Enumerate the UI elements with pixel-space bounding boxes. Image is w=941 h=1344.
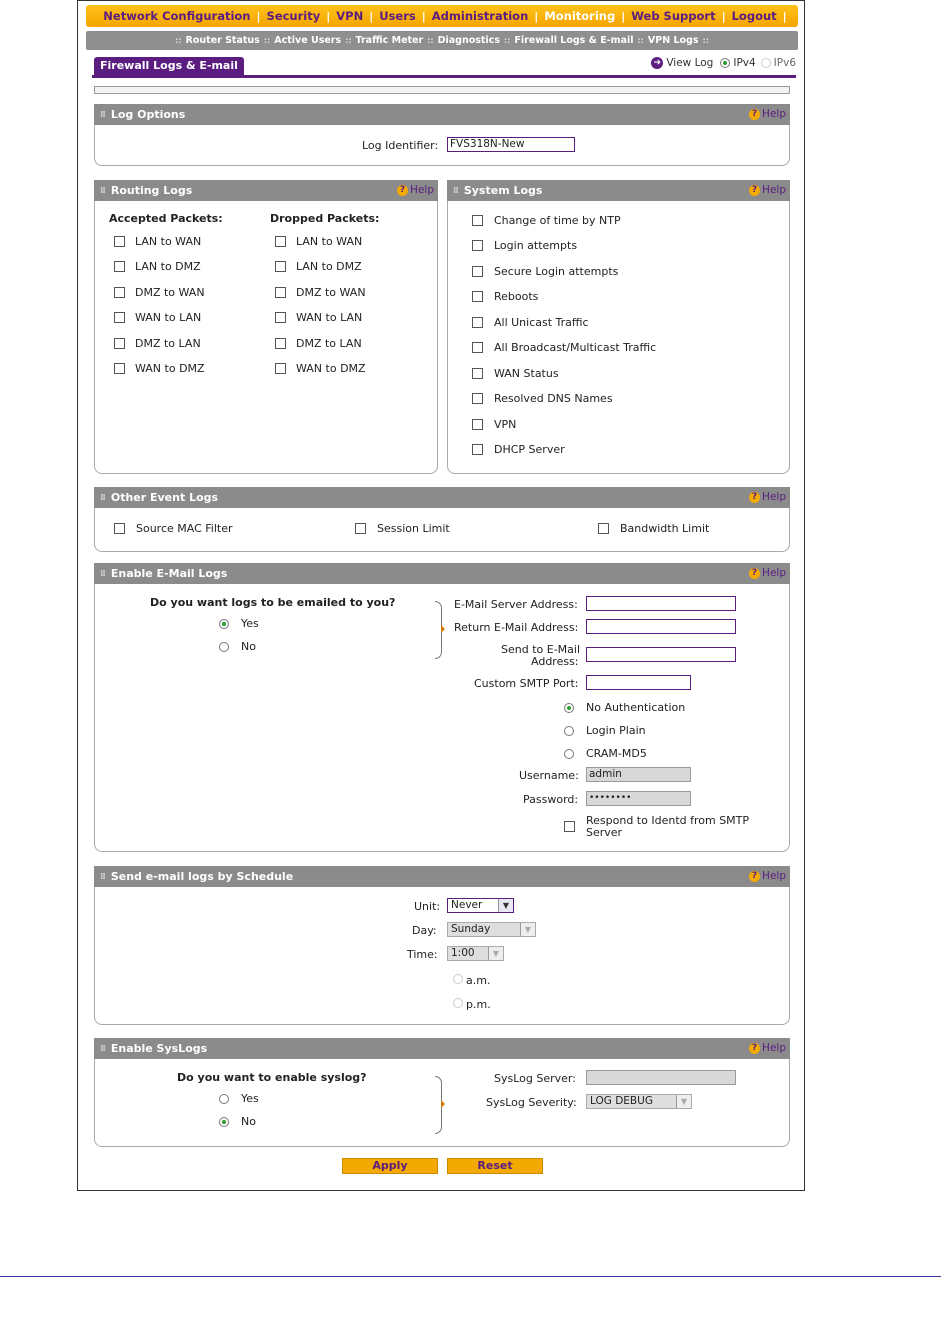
panel-header	[94, 563, 790, 584]
help-label: Help	[410, 184, 434, 196]
help-label: Help	[762, 870, 786, 882]
arrow-right-icon: ➔	[651, 57, 663, 69]
unit-value: Never	[451, 899, 483, 911]
checkbox-label: Reboots	[494, 290, 539, 303]
checkbox-label: LAN to WAN	[296, 235, 363, 248]
accepted-wan-to-lan-checkbox[interactable]	[114, 312, 125, 323]
source-mac-filter-checkbox[interactable]	[114, 523, 125, 534]
checkbox-label: DHCP Server	[494, 443, 565, 456]
submenu-traffic-meter[interactable]: Traffic Meter	[355, 35, 424, 46]
broadcast-multicast-checkbox[interactable]	[472, 342, 483, 353]
panel-header	[94, 866, 790, 887]
dropped-dmz-to-wan-checkbox[interactable]	[275, 287, 286, 298]
submenu-firewall-logs[interactable]: Firewall Logs & E-mail	[514, 35, 634, 46]
menu-separator: |	[621, 9, 626, 23]
smtp-port-label: Custom SMTP Port:	[474, 677, 579, 690]
menu-separator: |	[534, 9, 539, 23]
help-link[interactable]	[397, 184, 434, 196]
menu-separator: |	[256, 9, 261, 23]
dropped-wan-to-lan-checkbox[interactable]	[275, 312, 286, 323]
syslog-severity-select[interactable]	[586, 1094, 692, 1109]
reset-button[interactable]: Reset	[447, 1158, 543, 1174]
routing-logs-panel	[94, 180, 438, 474]
panel-header	[94, 180, 438, 201]
day-value: Sunday	[451, 923, 491, 935]
accepted-dmz-to-lan-checkbox[interactable]	[114, 338, 125, 349]
syslog-server-input[interactable]	[586, 1070, 736, 1085]
dhcp-server-checkbox[interactable]	[472, 444, 483, 455]
checkbox-label: DMZ to WAN	[296, 286, 366, 299]
accepted-wan-to-dmz-checkbox[interactable]	[114, 363, 125, 374]
view-log-controls	[651, 57, 796, 69]
checkbox-label: LAN to WAN	[135, 235, 202, 248]
menu-monitoring[interactable]: Monitoring	[544, 9, 616, 23]
checkbox-label: VPN	[494, 418, 517, 431]
respond-identd-label-2: Server	[586, 826, 623, 839]
email-server-input[interactable]	[586, 596, 736, 611]
am-radio[interactable]	[453, 974, 463, 984]
dropped-lan-to-wan-checkbox[interactable]	[275, 236, 286, 247]
status-bar	[94, 86, 790, 94]
menu-administration[interactable]: Administration	[431, 9, 529, 23]
day-label: Day:	[412, 924, 437, 937]
auth-option-label: Login Plain	[586, 724, 646, 737]
submenu-separator: ::	[503, 36, 511, 45]
send-to-email-input[interactable]	[586, 647, 736, 662]
email-no-radio[interactable]	[219, 642, 229, 652]
username-input[interactable]: admin	[586, 767, 691, 782]
tab-firewall-logs-email[interactable]: Firewall Logs & E-mail	[94, 57, 244, 75]
submenu-vpn-logs[interactable]: VPN Logs	[647, 35, 699, 46]
no-authentication-radio[interactable]	[564, 703, 574, 713]
checkbox-label: All Broadcast/Multicast Traffic	[494, 341, 657, 354]
pm-label: p.m.	[466, 998, 491, 1011]
accepted-packets-heading: Accepted Packets:	[109, 212, 223, 225]
panel-title: Log Options	[110, 108, 186, 121]
menu-users[interactable]: Users	[379, 9, 416, 23]
dropped-dmz-to-lan-checkbox[interactable]	[275, 338, 286, 349]
syslog-yes-radio[interactable]	[219, 1094, 229, 1104]
menu-logout[interactable]: Logout	[731, 9, 777, 23]
help-icon: ?	[749, 1043, 760, 1054]
menu-network-configuration[interactable]: Network Configuration	[103, 9, 251, 23]
log-options-panel	[94, 104, 790, 166]
grip-icon: ⁞⁞	[453, 185, 458, 196]
grip-icon: ⁞⁞	[100, 109, 105, 120]
secure-login-attempts-checkbox[interactable]	[472, 266, 483, 277]
chevron-down-icon: ▼	[498, 899, 513, 912]
respond-identd-label: Respond to Identd from SMTP	[586, 814, 750, 827]
checkbox-label: All Unicast Traffic	[494, 316, 589, 329]
syslog-severity-label: SysLog Severity:	[486, 1096, 577, 1109]
bandwidth-limit-checkbox[interactable]	[598, 523, 609, 534]
brace-pointer	[441, 1100, 445, 1108]
ntp-time-change-checkbox[interactable]	[472, 215, 483, 226]
dropped-lan-to-dmz-checkbox[interactable]	[275, 261, 286, 272]
submenu-separator: ::	[702, 36, 709, 45]
checkbox-label: LAN to DMZ	[296, 260, 362, 273]
checkbox-label: WAN to DMZ	[296, 362, 366, 375]
brace-pointer	[441, 625, 445, 633]
password-label: Password:	[523, 793, 579, 806]
help-icon: ?	[749, 492, 760, 503]
menu-separator: |	[326, 9, 331, 23]
help-link[interactable]	[749, 567, 786, 579]
panel-title: System Logs	[463, 184, 543, 197]
send-to-email-label-2: Address:	[531, 655, 579, 668]
help-label: Help	[762, 491, 786, 503]
syslog-no-label: No	[241, 1115, 256, 1128]
submenu-separator: ::	[427, 36, 434, 45]
email-no-label: No	[241, 640, 256, 653]
main-menu	[86, 5, 798, 27]
session-limit-checkbox[interactable]	[355, 523, 366, 534]
panel-header	[94, 487, 790, 508]
grip-icon: ⁞⁞	[100, 492, 105, 503]
panel-header	[94, 104, 790, 125]
panel-header	[94, 1038, 790, 1059]
resolved-dns-checkbox[interactable]	[472, 393, 483, 404]
accepted-lan-to-wan-checkbox[interactable]	[114, 236, 125, 247]
syslog-question: Do you want to enable syslog?	[177, 1071, 367, 1084]
menu-separator: |	[421, 9, 426, 23]
email-logs-panel	[94, 563, 790, 852]
accepted-dmz-to-wan-checkbox[interactable]	[114, 287, 125, 298]
checkbox-label: Session Limit	[377, 522, 450, 535]
username-label: Username:	[519, 769, 579, 782]
checkbox-label: Login attempts	[494, 239, 578, 252]
log-identifier-label: Log Identifier:	[362, 139, 439, 152]
submenu-separator: ::	[637, 36, 644, 45]
panel-title: Enable E-Mail Logs	[110, 567, 228, 580]
auth-option-label: CRAM-MD5	[586, 747, 647, 760]
day-select[interactable]	[447, 922, 536, 937]
menu-separator: |	[721, 9, 726, 23]
unit-select[interactable]	[447, 898, 514, 913]
checkbox-label: DMZ to LAN	[296, 337, 362, 350]
chevron-down-icon: ▼	[488, 947, 503, 960]
grip-icon: ⁞⁞	[100, 568, 105, 579]
view-log-link[interactable]: View Log	[666, 57, 714, 69]
vpn-checkbox[interactable]	[472, 419, 483, 430]
help-label: Help	[762, 108, 786, 120]
time-label: Time:	[407, 948, 438, 961]
submenu-separator: ::	[345, 36, 352, 45]
email-question: Do you want logs to be emailed to you?	[150, 596, 396, 609]
checkbox-label: WAN Status	[494, 367, 559, 380]
send-to-email-label: Send to E-Mail	[501, 643, 581, 656]
time-select[interactable]	[447, 946, 504, 961]
checkbox-label: WAN to DMZ	[135, 362, 205, 375]
panel-header	[447, 180, 790, 201]
smtp-port-input[interactable]	[586, 675, 691, 690]
panel-title: Send e-mail logs by Schedule	[110, 870, 294, 883]
checkbox-label: DMZ to LAN	[135, 337, 201, 350]
help-link[interactable]	[749, 184, 786, 196]
syslog-server-label: SysLog Server:	[494, 1072, 576, 1085]
return-email-input[interactable]	[586, 619, 736, 634]
menu-security[interactable]: Security	[266, 9, 321, 23]
tab-bar	[92, 55, 796, 78]
checkbox-label: Resolved DNS Names	[494, 392, 613, 405]
dropped-packets-heading: Dropped Packets:	[270, 212, 380, 225]
help-link[interactable]	[749, 491, 786, 503]
syslog-severity-value: LOG DEBUG	[590, 1095, 653, 1107]
email-yes-radio[interactable]	[219, 619, 229, 629]
submenu-diagnostics[interactable]: Diagnostics	[437, 35, 500, 46]
syslog-no-radio[interactable]	[219, 1117, 229, 1127]
checkbox-label: Secure Login attempts	[494, 265, 619, 278]
unit-label: Unit:	[414, 900, 441, 913]
checkbox-label: WAN to LAN	[135, 311, 202, 324]
help-label: Help	[762, 1042, 786, 1054]
unicast-traffic-checkbox[interactable]	[472, 317, 483, 328]
cram-md5-radio[interactable]	[564, 749, 574, 759]
help-link[interactable]	[749, 108, 786, 120]
chevron-down-icon: ▼	[676, 1095, 691, 1108]
panel-title: Routing Logs	[110, 184, 193, 197]
ipv6-radio[interactable]	[761, 58, 771, 68]
submenu-separator: ::	[263, 36, 271, 45]
grip-icon: ⁞⁞	[100, 185, 105, 196]
syslogs-panel	[94, 1038, 790, 1147]
reboots-checkbox[interactable]	[472, 291, 483, 302]
ipv4-radio[interactable]	[720, 58, 730, 68]
checkbox-label: Change of time by NTP	[494, 214, 621, 227]
checkbox-label: DMZ to WAN	[135, 286, 205, 299]
time-value: 1:00	[451, 947, 475, 959]
router-admin-window	[77, 0, 805, 1191]
menu-web-support[interactable]: Web Support	[631, 9, 716, 23]
grip-icon: ⁞⁞	[100, 871, 105, 882]
chevron-down-icon: ▼	[520, 923, 535, 936]
menu-separator: |	[369, 9, 374, 23]
help-label: Help	[762, 567, 786, 579]
checkbox-label: WAN to LAN	[296, 311, 363, 324]
checkbox-label: Bandwidth Limit	[620, 522, 710, 535]
help-icon: ?	[397, 185, 408, 196]
respond-identd-checkbox[interactable]	[564, 821, 575, 832]
password-input[interactable]: ••••••••	[586, 791, 691, 806]
help-link[interactable]	[749, 1042, 786, 1054]
apply-button[interactable]: Apply	[342, 1158, 438, 1174]
auth-option-label: No Authentication	[586, 701, 686, 714]
menu-vpn[interactable]: VPN	[336, 9, 364, 23]
email-server-label: E-Mail Server Address:	[454, 598, 578, 611]
help-label: Help	[762, 184, 786, 196]
syslog-yes-label: Yes	[241, 1092, 259, 1105]
dropped-wan-to-dmz-checkbox[interactable]	[275, 363, 286, 374]
checkbox-label: LAN to DMZ	[135, 260, 201, 273]
page-footer-rule	[0, 1276, 941, 1277]
submenu-router-status[interactable]: Router Status	[185, 35, 260, 46]
sub-menu	[86, 31, 798, 50]
accepted-lan-to-dmz-checkbox[interactable]	[114, 261, 125, 272]
checkbox-label: Source MAC Filter	[136, 522, 233, 535]
panel-title: Other Event Logs	[110, 491, 219, 504]
log-identifier-input[interactable]: FVS318N-New	[447, 137, 575, 152]
help-icon: ?	[749, 871, 760, 882]
help-icon: ?	[749, 185, 760, 196]
panel-title: Enable SysLogs	[110, 1042, 208, 1055]
system-logs-panel	[447, 180, 790, 474]
submenu-separator: ::	[175, 36, 182, 45]
ipv4-label: IPv4	[733, 57, 756, 69]
help-link[interactable]	[749, 870, 786, 882]
am-label: a.m.	[466, 974, 491, 987]
menu-separator: |	[782, 9, 787, 23]
schedule-panel	[94, 866, 790, 1025]
grip-icon: ⁞⁞	[100, 1043, 105, 1054]
submenu-active-users[interactable]: Active Users	[274, 35, 342, 46]
login-plain-radio[interactable]	[564, 726, 574, 736]
pm-radio[interactable]	[453, 998, 463, 1008]
other-event-logs-panel	[94, 487, 790, 552]
help-icon: ?	[749, 568, 760, 579]
email-yes-label: Yes	[241, 617, 259, 630]
return-email-label: Return E-Mail Address:	[454, 621, 579, 634]
ipv6-label: IPv6	[773, 57, 796, 69]
login-attempts-checkbox[interactable]	[472, 240, 483, 251]
help-icon: ?	[749, 109, 760, 120]
wan-status-checkbox[interactable]	[472, 368, 483, 379]
